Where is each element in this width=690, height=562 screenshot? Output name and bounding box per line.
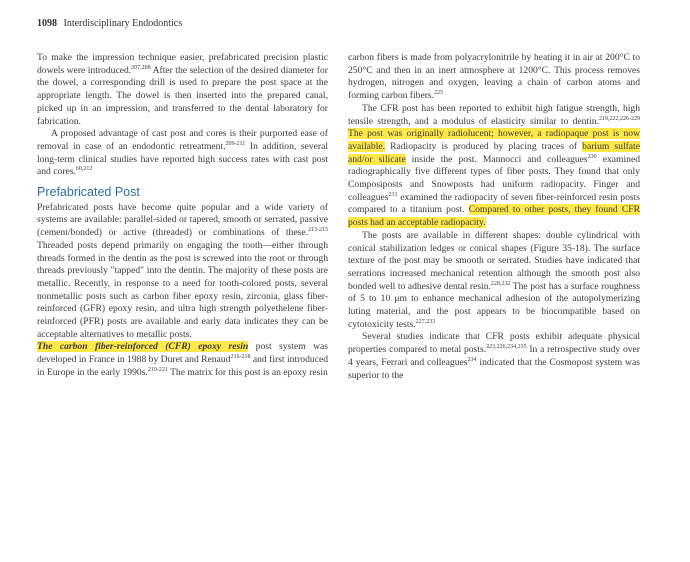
highlighted-text: The carbon fiber-reinforced (CFR) epoxy resin xyxy=(37,341,249,353)
highlighted-text: barium sulfate and/or silicate xyxy=(348,140,640,165)
paragraph-impression-technique: To make the impression technique easier, prefabricated precision plastic dowels were introduced.$^{207,208}$ After the selection of the desired diameter for the dowel, a corresponding drill is used to prepare the post space at the appropriate length. The dowel is then inserted into the prepared canal, picked up in an impression, and transferred to the dental laboratory for fabrication. xyxy=(37,52,328,127)
section-heading: Prefabricated Post xyxy=(37,185,140,200)
left-column xyxy=(37,52,328,380)
paragraph-cfr-history: The carbon fiber-reinforced (CFR) epoxy resin post system was developed in France in 1988 by Duret and Renaud$^{216-218}$ and first introduced in Europe in the early 1990s.$^{219-221}$ The matrix for this post is an epoxy resin xyxy=(37,341,329,378)
paragraph-post-shapes: The posts are available in different shapes: double cylindrical with conical stabilization ledges or conical shapes (Figure 35-18). The surface texture of the post may be smooth or serrated. Studies have indicated that serrations increased mechanical retention although the smooth post also bonded well to adhesive dental resin.$^{228,232}$ The post has a surface roughness of 5 to 10 μm to enhance mechanical adhesion of the autopolymerizing luting material, and the post appears to be biocompatible based on cytotoxicity tests.$^{227,233}$ xyxy=(348,229,640,330)
highlighted-text: Compared to other posts, they found CFR posts had an acceptable radiopacity. xyxy=(348,204,641,229)
running-title: Interdisciplinary Endodontics xyxy=(63,18,183,29)
running-header xyxy=(37,18,182,29)
paragraph-carbon-fibers: carbon fibers is made from polyacrylonitrile by heating it in air at 200°C to 250°C and then in an inert atmosphere at 1200°C. This process removes hydrogen, nitrogen and oxygen, leaving a chain of carbon atoms and forming carbon fibers.$^{225}$ xyxy=(348,52,640,102)
page-number: 1098 xyxy=(37,18,57,29)
highlighted-text: The post was originally radiolucent; however, a radiopaque post is now available. xyxy=(348,128,640,152)
paragraph-cfr-properties: The CFR post has been reported to exhibit high fatigue strength, high tensile strength, and a modulus of elasticity similar to dentin.$^{219,222,226-229}$ The post was originally radiolucent; however, a radiopaque post is now available. Radiopacity is produced by placing traces of barium sulfate and/or silicate inside the post. Mannocci and colleagues$^{230}$ examined radiographically five different types of fiber posts. They found that only Composiposts and Snowposts had uniform radiopacity. Finger and colleagues$^{231}$ examined the radiopacity of seven fiber-reinforced resin posts compared to a titanium post. Compared to other posts, they found CFR posts had an acceptable radiopacity. xyxy=(348,102,641,229)
paragraph-cfr-studies: Several studies indicate that CFR posts exhibit adequate physical properties compared to metal posts.$^{223,226,234,235}$ In a retrospective study over 4 years, Ferrari and colleagues$^{234}$ indicated that the Cosmopost system was superior to the xyxy=(348,331,640,381)
paragraph-cast-post-advantage: A proposed advantage of cast post and cores is their purported ease of removal in case of an endodontic retreatment.$^{209-211}$ In addition, several long-term clinical studies have reported high success rates with cast post and cores.$^{60,212}$ xyxy=(37,128,328,178)
right-column xyxy=(348,52,640,382)
paragraph-prefabricated-posts: Prefabricated posts have become quite popular and a wide variety of systems are available: parallel-sided or tapered, smooth or serrated, passive (cement/bonded) or active (threaded) or combinations of these.$^{213-215}$ Threaded posts depend primarily on engaging the tooth—either through threads formed in the dentin as the post is screwed into the root or through threads previously "tapped" into the dentin. The majority of these posts are metallic. Recently, in response to a need for tooth-colored posts, several nonmetallic posts such as carbon fiber epoxy resin, zirconia, glass fiber-reinforced (GFR) epoxy resin, and ultra high strength polyethelene fiber-reinforced (PFR) posts are available and early data indicates they can be acceptable alternatives to metallic posts. xyxy=(37,201,328,340)
